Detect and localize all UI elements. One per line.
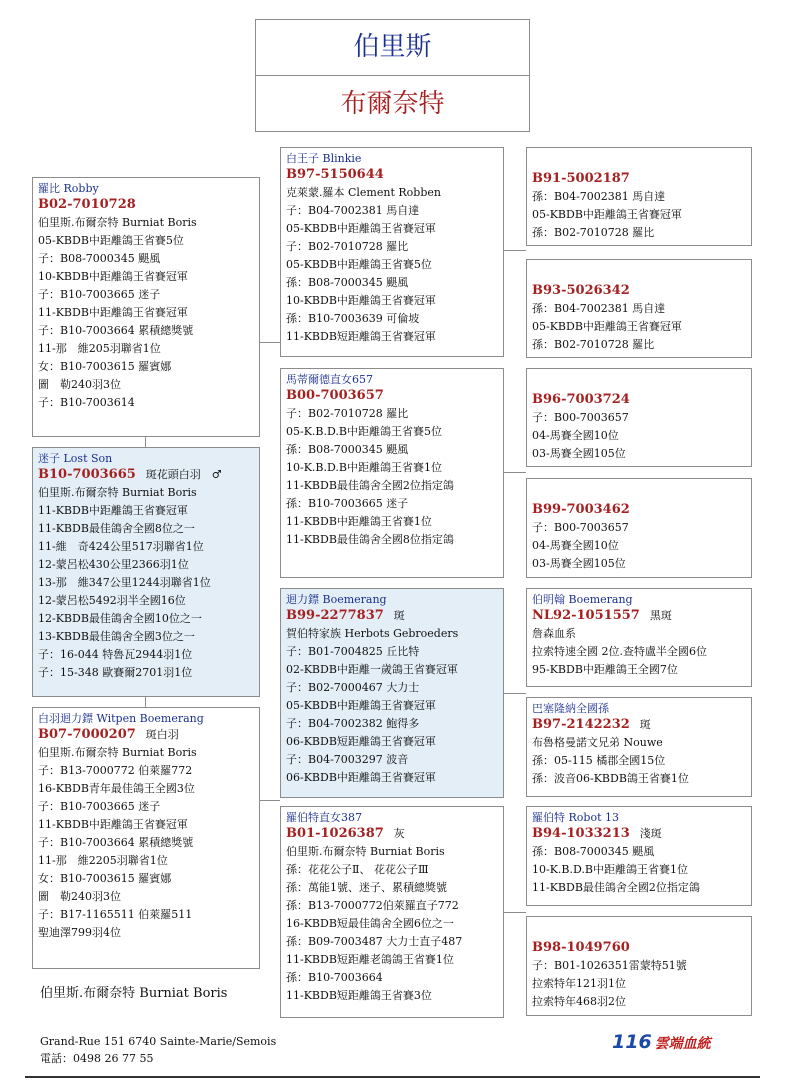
dds-name: 羅伯特 Robot 13	[532, 811, 619, 824]
dam-sire-card	[280, 588, 504, 798]
subject-line: 子：15-348 歐賽爾2701羽1位	[38, 666, 193, 679]
dam-dam-line: 孫：B09-7003487 大力士直子487	[286, 935, 463, 948]
subject-line: 子：16-044 特魯瓦2944羽1位	[38, 648, 193, 661]
sire-line: 伯里斯.布爾奈特 Burniat Boris	[38, 216, 197, 229]
dds-card	[526, 806, 752, 906]
ssd-card	[526, 259, 752, 358]
dam-sire-line: 06-KBDB短距離鴿王省賽冠軍	[286, 735, 436, 748]
sdd-line: 子：B00-7003657	[532, 521, 629, 534]
dam-card	[32, 707, 260, 969]
dam-line: 圖 勒240羽3位	[38, 890, 121, 903]
dam-ring: B07-7000207	[38, 727, 136, 742]
sire-sire-card	[280, 147, 504, 357]
sire-sire-line: 克萊蒙.羅本 Clement Robben	[286, 186, 441, 199]
dam-sire-ring: B99-2277837	[286, 608, 384, 623]
ssd-line: 孫：B04-7002381 馬自達	[532, 302, 666, 315]
connector	[260, 800, 280, 801]
sds-line: 04-馬賽全國10位	[532, 429, 619, 442]
dss-name: 伯明翰 Boemerang	[532, 593, 633, 606]
subject-line: 伯里斯.布爾奈特 Burniat Boris	[38, 486, 197, 499]
sire-card	[32, 177, 260, 437]
subject-line: 11-KBDB最佳鴿舍全國8位之一	[38, 522, 195, 535]
dam-dam-line: 孫：萬能1號、迷子、累積總獎號	[286, 881, 447, 894]
sdd-ring: B99-7003462	[532, 502, 630, 517]
subject-line: 12-KBDB最佳鴿舍全國10位之一	[38, 612, 202, 625]
sire-sire-line: 11-KBDB短距離鴿王省賽冠軍	[286, 330, 436, 343]
dss-line: 95-KBDB中距離鴿王全國7位	[532, 663, 678, 676]
sss-line: 孫：B02-7010728 羅比	[532, 226, 655, 239]
sds-card	[526, 368, 752, 467]
sire-sire-ring: B97-5150644	[286, 167, 384, 182]
sire-line: 女：B10-7003615 羅賓娜	[38, 360, 172, 373]
dss-card	[526, 588, 752, 687]
sire-ring: B02-7010728	[38, 197, 136, 212]
sire-dam-ring: B00-7003657	[286, 388, 384, 403]
subject-color: 斑花頭白羽 ♂	[145, 468, 222, 481]
dsd-name: 巴塞隆納全國孫	[532, 702, 609, 715]
dsd-card	[526, 697, 752, 797]
dam-sire-line: 賀伯特家族 Herbots Gebroeders	[286, 627, 459, 640]
dam-line: 伯里斯.布爾奈特 Burniat Boris	[38, 746, 197, 759]
dam-sire-line: 子：B04-7003297 波音	[286, 753, 409, 766]
ddd-line: 子：B01-1026351雷蒙特51號	[532, 959, 687, 972]
dam-sire-color: 斑	[393, 609, 405, 622]
dam-dam-ring: B01-1026387	[286, 826, 384, 841]
breeder-name: 伯里斯.布爾奈特 Burniat Boris	[40, 986, 228, 1001]
sdd-card	[526, 478, 752, 578]
dam-line: 聖迪澤799羽4位	[38, 926, 121, 939]
logo-text: 雲端血統	[654, 1036, 711, 1052]
sire-dam-line: 孫：B10-7003665 迷子	[286, 497, 409, 510]
dam-dam-line: 孫：B13-7000772伯萊羅直子772	[286, 899, 459, 912]
sire-line: 子：B10-7003614	[38, 396, 135, 409]
connector	[145, 437, 146, 447]
dam-dam-line: 孫：花花公子Ⅱ、 花花公子Ⅲ	[286, 863, 429, 876]
dam-dam-name: 羅伯特直女387	[286, 811, 362, 824]
connector	[260, 342, 280, 343]
connector	[145, 697, 146, 707]
logo-number: 116	[612, 1031, 652, 1053]
breeder-address: Grand-Rue 151 6740 Sainte-Marie/Semois	[40, 1035, 277, 1048]
sire-sire-line: 子：B02-7010728 羅比	[286, 240, 409, 253]
sire-name: 羅比 Robby	[38, 182, 99, 195]
sire-sire-line: 子：B04-7002381 馬自達	[286, 204, 420, 217]
sds-ring: B96-7003724	[532, 392, 630, 407]
sire-sire-line: 10-KBDB中距離鴿王省賽冠軍	[286, 294, 436, 307]
sss-ring: B91-5002187	[532, 171, 630, 186]
dam-dam-line: 孫：B10-7003664	[286, 971, 383, 984]
subject-card	[32, 447, 260, 697]
sire-sire-line: 孫：B08-7000345 颶風	[286, 276, 409, 289]
dss-color: 黑斑	[649, 609, 672, 622]
dam-line: 11-KBDB中距離鴿王省賽冠軍	[38, 818, 188, 831]
dam-dam-card	[280, 806, 504, 1018]
dds-ring: B94-1033213	[532, 826, 630, 841]
subject-line: 11-KBDB中距離鴿王省賽冠軍	[38, 504, 188, 517]
sire-dam-name: 馬蒂爾德直女657	[286, 373, 373, 386]
ddd-line: 拉索特年468羽2位	[532, 995, 626, 1008]
dam-line: 子：B13-7000772 伯萊羅772	[38, 764, 193, 777]
breeder-phone: 電話：0498 26 77 55	[40, 1052, 154, 1065]
dsd-ring: B97-2142232	[532, 717, 630, 732]
ssd-ring: B93-5026342	[532, 283, 630, 298]
subject-line: 11-維 奇424公里517羽聯省1位	[38, 540, 204, 553]
dss-ring: NL92-1051557	[532, 608, 640, 623]
sds-line: 03-馬賽全國105位	[532, 447, 626, 460]
connector	[504, 693, 526, 694]
dam-name: 白羽迴力鏢 Witpen Boemerang	[38, 712, 204, 725]
subject-line: 13-KBDB最佳鴿舍全國3位之一	[38, 630, 195, 643]
sire-sire-name: 白王子 Blinkie	[286, 152, 362, 165]
dsd-line: 孫：05-115 橘郡全國15位	[532, 754, 666, 767]
sire-line: 10-KBDB中距離鴿王省賽冠軍	[38, 270, 188, 283]
dss-line: 詹森血系	[532, 627, 576, 640]
title-last-name: 布爾奈特	[340, 89, 445, 119]
sire-line: 圖 勒240羽3位	[38, 378, 121, 391]
sire-line: 子：B10-7003665 迷子	[38, 288, 161, 301]
dam-line: 女：B10-7003615 羅賓娜	[38, 872, 172, 885]
ddd-line: 拉索特年121羽1位	[532, 977, 626, 990]
connector	[504, 912, 526, 913]
ddd-ring: B98-1049760	[532, 940, 630, 955]
dsd-line: 布魯格曼諾文兄弟 Nouwe	[532, 736, 663, 749]
dss-line: 拉索特速全國 2位.查特盧半全國6位	[532, 645, 707, 658]
sire-sire-line: 05-KBDB中距離鴿王省賽冠軍	[286, 222, 436, 235]
dam-sire-name: 迴力鏢 Boemerang	[286, 593, 387, 606]
sdd-line: 04-馬賽全國10位	[532, 539, 619, 552]
connector	[504, 472, 526, 473]
sdd-line: 03-馬賽全國105位	[532, 557, 626, 570]
sire-dam-line: 11-KBDB中距離鴿王省賽1位	[286, 515, 432, 528]
subject-ring: B10-7003665	[38, 467, 136, 482]
sire-line: 11-那 維205羽聯省1位	[38, 342, 161, 355]
dam-dam-color: 灰	[393, 827, 405, 840]
sire-dam-line: 孫：B08-7000345 颶風	[286, 443, 409, 456]
sire-dam-line: 11-KBDB最佳鴿舍全國8位指定鴿	[286, 533, 454, 546]
dds-line: 10-K.B.D.B中距離鴿王省賽1位	[532, 863, 689, 876]
sire-dam-line: 子：B02-7010728 羅比	[286, 407, 409, 420]
dam-dam-line: 伯里斯.布爾奈特 Burniat Boris	[286, 845, 445, 858]
sire-line: 子：B08-7000345 颶風	[38, 252, 161, 265]
dam-line: 子：B10-7003665 迷子	[38, 800, 161, 813]
dam-color: 斑白羽	[145, 728, 179, 741]
ddd-card	[526, 916, 752, 1016]
sss-line: 05-KBDB中距離鴿王省賽冠軍	[532, 208, 682, 221]
dam-sire-line: 子：B02-7000467 大力士	[286, 681, 420, 694]
site-logo	[612, 1031, 711, 1053]
subject-name: 迷子 Lost Son	[38, 452, 113, 465]
dam-line: 子：B10-7003664 累積總獎號	[38, 836, 194, 849]
sss-card	[526, 147, 752, 246]
dam-sire-line: 06-KBDB中距離鴿王省賽冠軍	[286, 771, 436, 784]
sire-line: 子：B10-7003664 累積總獎號	[38, 324, 194, 337]
dam-dam-line: 11-KBDB短距離鴿王省賽3位	[286, 989, 432, 1002]
dam-sire-line: 子：B04-7002382 鮑得多	[286, 717, 420, 730]
subject-line: 12-蒙呂松430公里2366羽1位	[38, 558, 189, 571]
sds-line: 子：B00-7003657	[532, 411, 629, 424]
sss-line: 孫：B04-7002381 馬自達	[532, 190, 666, 203]
bottom-divider	[25, 1076, 760, 1078]
dam-line: 11-那 維2205羽聯省1位	[38, 854, 168, 867]
dam-sire-line: 02-KBDB中距離一歲鴿王省賽冠軍	[286, 663, 458, 676]
dds-color: 淺斑	[639, 827, 662, 840]
dsd-color: 斑	[639, 718, 651, 731]
sire-sire-line: 孫：B10-7003639 可倫坡	[286, 312, 420, 325]
subject-line: 12-蒙呂松5492羽半全國16位	[38, 594, 186, 607]
title-first-name: 伯里斯	[256, 20, 529, 76]
sire-dam-card	[280, 368, 504, 578]
sire-dam-line: 05-K.B.D.B中距離鴿王省賽5位	[286, 425, 443, 438]
connector	[504, 250, 526, 251]
sire-dam-line: 10-K.B.D.B中距離鴿王省賽1位	[286, 461, 443, 474]
dsd-line: 孫：波音06-KBDB鴿王省賽1位	[532, 772, 689, 785]
ssd-line: 孫：B02-7010728 羅比	[532, 338, 655, 351]
title-box	[255, 19, 530, 132]
sire-dam-line: 11-KBDB最佳鴿舍全國2位指定鴿	[286, 479, 454, 492]
dds-line: 11-KBDB最佳鴿舍全國2位指定鴿	[532, 881, 700, 894]
dam-dam-line: 11-KBDB短距離老鴿鴿王省賽1位	[286, 953, 454, 966]
sire-line: 11-KBDB中距離鴿王省賽冠軍	[38, 306, 188, 319]
ssd-line: 05-KBDB中距離鴿王省賽冠軍	[532, 320, 682, 333]
dam-sire-line: 05-KBDB中距離鴿王省賽冠軍	[286, 699, 436, 712]
dam-sire-line: 子：B01-7004825 丘比特	[286, 645, 420, 658]
dam-dam-line: 16-KBDB短最佳鴿舍全國6位之一	[286, 917, 454, 930]
dds-line: 孫：B08-7000345 颶風	[532, 845, 655, 858]
dam-line: 子：B17-1165511 伯萊羅511	[38, 908, 193, 921]
sire-sire-line: 05-KBDB中距離鴿王省賽5位	[286, 258, 432, 271]
subject-line: 13-那 維347公里1244羽聯省1位	[38, 576, 211, 589]
dam-line: 16-KBDB青年最佳鴿王全國3位	[38, 782, 195, 795]
sire-line: 05-KBDB中距離鴿王省賽5位	[38, 234, 184, 247]
